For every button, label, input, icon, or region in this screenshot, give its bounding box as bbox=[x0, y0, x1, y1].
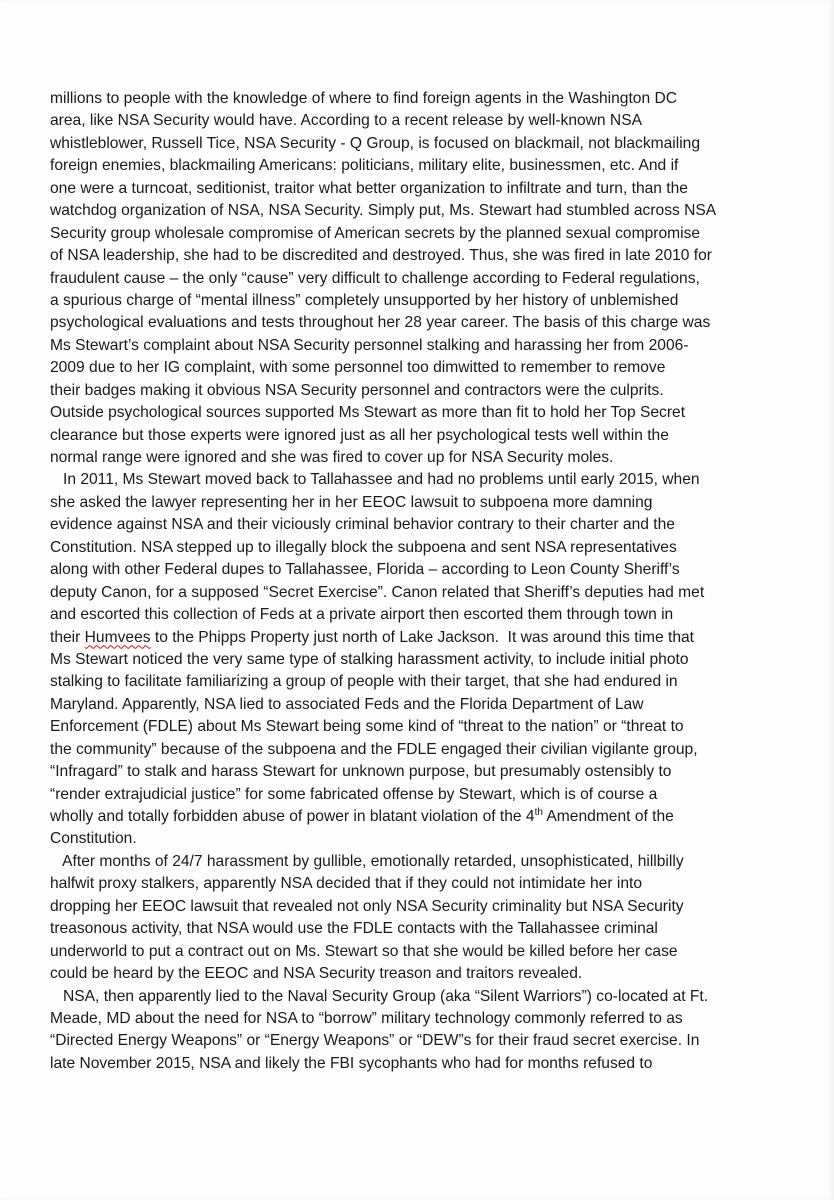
text-line: Security group wholesale compromise of American secrets by the planned sexual compromise bbox=[50, 224, 701, 242]
text-line: whistleblower, Russell Tice, NSA Security - Q Group, is focused on blackmail, not blackmailing bbox=[50, 134, 701, 152]
text-line: stalking to facilitate familiarizing a group of people with their target, that she had endured in bbox=[50, 673, 678, 691]
text-line: “Infragard” to stalk and harass Stewart for unknown purpose, but presumably ostensibly to bbox=[50, 763, 672, 781]
text-line: Ms Stewart’s complaint about NSA Security personnel stalking and harassing her from 2006- bbox=[50, 336, 689, 354]
text-line: one were a turncoat, seditionist, traitor what better organization to infiltrate and turn, than the bbox=[50, 179, 688, 197]
text-line: halfwit proxy stalkers, apparently NSA decided that if they could not intimidate her into bbox=[50, 875, 643, 893]
paragraph-start-line: NSA, then apparently lied to the Naval Security Group (aka “Silent Warriors”) co-located at Ft. bbox=[50, 987, 709, 1005]
text-line: fraudulent cause – the only “cause” very difficult to challenge according to Federal regulations, bbox=[50, 269, 700, 287]
text-line: Constitution. bbox=[50, 830, 137, 848]
text-line: their badges making it obvious NSA Security personnel and contractors were the culprits. bbox=[50, 381, 664, 399]
text-line: Outside psychological sources supported Ms Stewart as more than fit to hold her Top Secret bbox=[50, 404, 686, 422]
text-line: watchdog organization of NSA, NSA Security. Simply put, Ms. Stewart had stumbled across NSA bbox=[50, 202, 717, 220]
text-line: clearance but those experts were ignored just as all her psychological tests well within the bbox=[50, 426, 669, 444]
paragraph-start-line: In 2011, Ms Stewart moved back to Tallahassee and had no problems until early 2015, when bbox=[50, 471, 700, 489]
text-line: a spurious charge of “mental illness” completely unsupported by her history of unblemished bbox=[50, 291, 679, 309]
text-segment: wholly and totally forbidden abuse of power in blatant violation of the 4 bbox=[50, 808, 535, 825]
spellcheck-flagged-word: Humvees bbox=[84, 628, 151, 646]
text-segment: Amendment of the bbox=[542, 808, 674, 825]
text-line: Maryland. Apparently, NSA lied to associated Feds and the Florida Department of Law bbox=[50, 695, 644, 713]
text-line: the community” because of the subpoena and the FDLE engaged their civilian vigilante group, bbox=[50, 740, 698, 758]
text-line: could be heard by the EEOC and NSA Security treason and traitors revealed. bbox=[50, 965, 583, 983]
text-line: “render extrajudicial justice” for some fabricated offense by Stewart, which is of course a bbox=[50, 785, 658, 803]
text-line: 2009 due to her IG complaint, with some personnel too dimwitted to remember to remove bbox=[50, 359, 666, 377]
text-line: Constitution. NSA stepped up to illegally block the subpoena and sent NSA representatives bbox=[50, 538, 677, 556]
text-line: dropping her EEOC lawsuit that revealed not only NSA Security criminality but NSA Security bbox=[50, 897, 684, 915]
text-segment: their bbox=[50, 628, 85, 646]
text-line: normal range were ignored and she was fired to cover up for NSA Security moles. bbox=[50, 449, 614, 466]
text-line: she asked the lawyer representing her in her EEOC lawsuit to subpoena more damning bbox=[50, 493, 653, 511]
text-line: millions to people with the knowledge of where to find foreign agents in the Washington DC bbox=[50, 90, 678, 107]
text-line: Meade, MD about the need for NSA to “borrow” military technology commonly referred to as bbox=[50, 1009, 683, 1027]
text-line bbox=[50, 806, 820, 828]
body-text bbox=[50, 88, 820, 1075]
text-line: area, like NSA Security would have. According to a recent release by well-known NSA bbox=[50, 112, 642, 130]
text-line: Ms Stewart noticed the very same type of stalking harassment activity, to include initial photo bbox=[50, 650, 689, 668]
paragraph-start-line: After months of 24/7 harassment by gullible, emotionally retarded, unsophisticated, hillbilly bbox=[50, 852, 684, 870]
text-line: underworld to put a contract out on Ms. Stewart so that she would be killed before her case bbox=[50, 942, 678, 960]
text-line: late November 2015, NSA and likely the FBI sycophants who had for months refused to bbox=[50, 1054, 653, 1072]
text-line: of NSA leadership, she had to be discredited and destroyed. Thus, she was fired in late 2010 for bbox=[50, 247, 712, 265]
text-line: foreign enemies, blackmailing Americans: politicians, military elite, businessmen, etc. And if bbox=[50, 157, 679, 175]
text-line: treasonous activity, that NSA would use the FDLE contacts with the Tallahassee criminal bbox=[50, 920, 658, 938]
text-line: psychological evaluations and tests throughout her 28 year career. The basis of this charge was bbox=[50, 314, 711, 332]
ordinal-superscript: th bbox=[534, 806, 543, 818]
text-line: along with other Federal dupes to Tallahassee, Florida – according to Leon County Sheriff’s bbox=[50, 561, 680, 579]
text-line: Enforcement (FDLE) about Ms Stewart being some kind of “threat to the nation” or “threat to bbox=[50, 718, 684, 736]
text-line: evidence against NSA and their viciously criminal behavior contrary to their charter and the bbox=[50, 516, 675, 534]
text-segment: to the Phipps Property just north of Lake Jackson. It was around this time that bbox=[150, 628, 695, 646]
text-line bbox=[50, 627, 820, 649]
text-line: and escorted this collection of Feds at a private airport then escorted them through town in bbox=[50, 606, 674, 624]
text-line: deputy Canon, for a supposed “Secret Exercise”. Canon related that Sheriff’s deputies had met bbox=[50, 583, 705, 601]
text-line: “Directed Energy Weapons” or “Energy Weapons” or “DEW”s for their fraud secret exercise. In bbox=[50, 1032, 700, 1050]
